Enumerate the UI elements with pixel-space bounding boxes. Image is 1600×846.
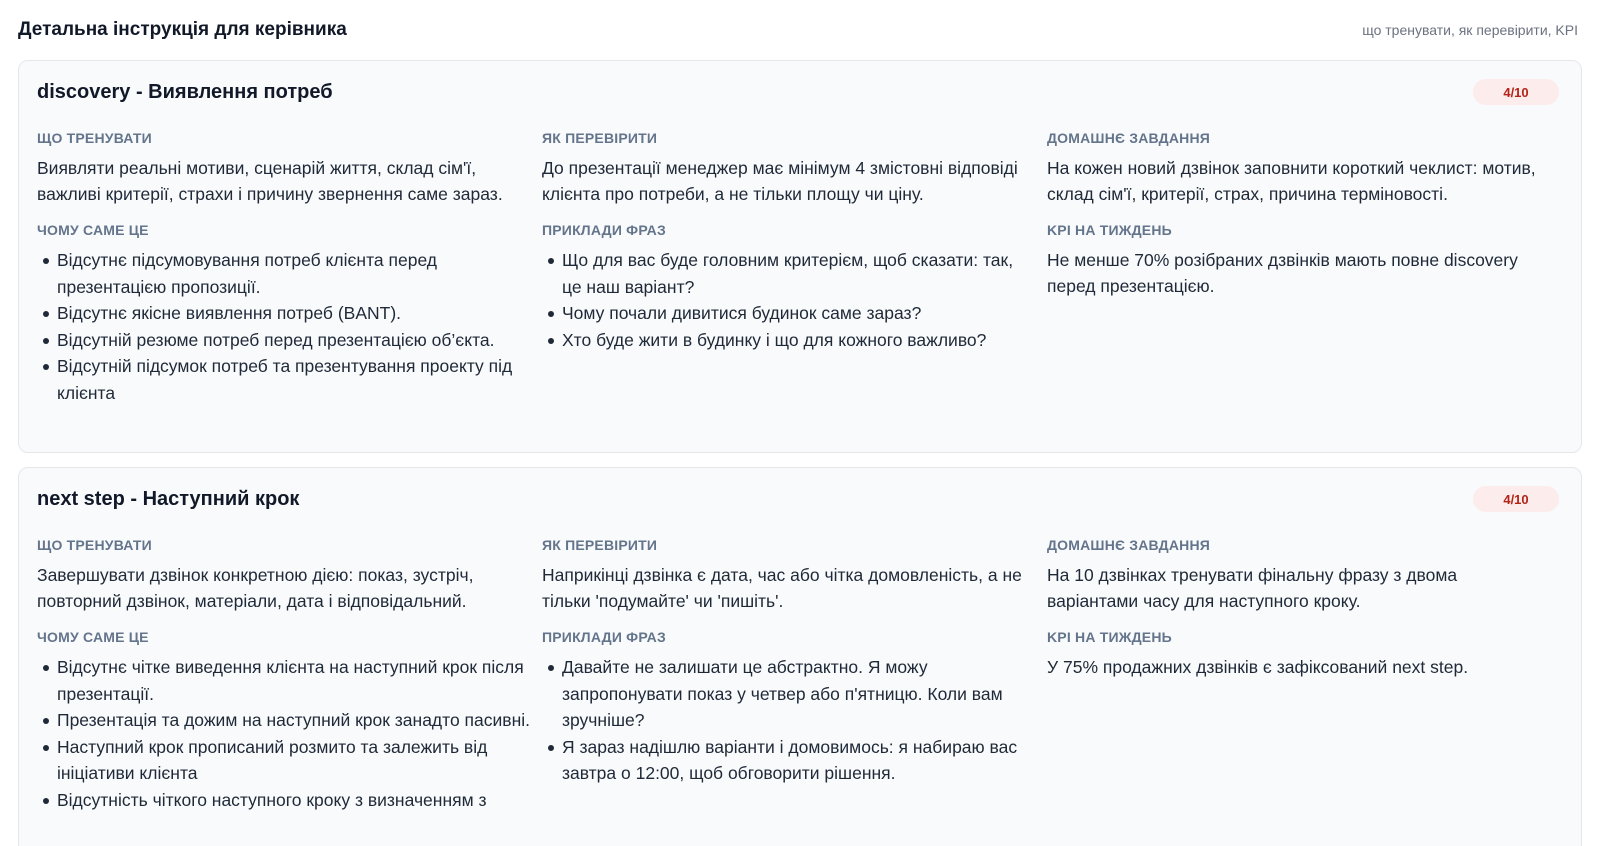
card-columns	[37, 129, 1563, 406]
score-badge: 4/10	[1473, 79, 1559, 105]
kpi-text: У 75% продажних дзвінків є зафіксований next step.	[1047, 657, 1469, 677]
card-title: discovery - Виявлення потреб	[37, 80, 333, 103]
list-item: Відсутнє якісне виявлення потреб (BANT).	[37, 300, 542, 327]
page-header	[18, 0, 1582, 60]
label-why: ЧОМУ САМЕ ЦЕ	[37, 222, 149, 238]
label-kpi: KPI НА ТИЖДЕНЬ	[1047, 629, 1172, 645]
column-check	[542, 129, 1047, 406]
card-header	[37, 79, 1563, 105]
phrases-list	[542, 654, 1047, 787]
list-item: Чому почали дивитися будинок саме зараз?	[542, 300, 1047, 327]
column-training	[37, 536, 542, 813]
why-list	[37, 247, 542, 406]
label-phrase-examples: ПРИКЛАДИ ФРАЗ	[542, 222, 666, 238]
label-what-to-train: ЩО ТРЕНУВАТИ	[37, 537, 152, 553]
skill-card-next-step	[18, 467, 1582, 846]
list-item: Давайте не залишати це абстрактно. Я можу запропонувати показ у четвер або п'ятницю. Коли вам зручніше?	[542, 654, 1047, 734]
list-item: Відсутній резюме потреб перед презентацією об’єкта.	[37, 327, 542, 354]
list-item: Хто буде жити в будинку і що для кожного важливо?	[542, 327, 1047, 354]
score-badge: 4/10	[1473, 486, 1559, 512]
list-item: Відсутнє підсумовування потреб клієнта перед презентацією пропозиції.	[37, 247, 542, 300]
list-item: Що для вас буде головним критерієм, щоб сказати: так, це наш варіант?	[542, 247, 1047, 300]
why-list	[37, 654, 542, 813]
column-homework	[1047, 129, 1552, 406]
card-header	[37, 486, 1563, 512]
homework-text: На 10 дзвінках тренувати фінальну фразу з двома варіантами часу для наступного кроку.	[1047, 565, 1458, 611]
how-to-check-text: До презентації менеджер має мінімум 4 змістовні відповіді клієнта про потреби, а не тільки площу чи ціну.	[542, 158, 1018, 204]
label-homework: ДОМАШНЄ ЗАВДАННЯ	[1047, 537, 1211, 553]
list-item: Відсутність чіткого наступного кроку з визначенням з	[37, 787, 542, 814]
label-how-to-check: ЯК ПЕРЕВІРИТИ	[542, 537, 658, 553]
list-item: Презентація та дожим на наступний крок занадто пасивні.	[37, 707, 542, 734]
page-subtitle: що тренувати, як перевірити, KPI	[1362, 22, 1578, 38]
list-item: Відсутнє чітке виведення клієнта на наступний крок після презентації.	[37, 654, 542, 707]
label-kpi: KPI НА ТИЖДЕНЬ	[1047, 222, 1172, 238]
card-title: next step - Наступний крок	[37, 487, 300, 510]
kpi-text: Не менше 70% розібраних дзвінків мають повне discovery перед презентацією.	[1047, 250, 1518, 296]
label-homework: ДОМАШНЄ ЗАВДАННЯ	[1047, 130, 1211, 146]
column-training	[37, 129, 542, 406]
label-phrase-examples: ПРИКЛАДИ ФРАЗ	[542, 629, 666, 645]
card-columns	[37, 536, 1563, 813]
what-to-train-text: Завершувати дзвінок конкретною дією: показ, зустріч, повторний дзвінок, матеріали, дата і відповідальний.	[37, 565, 474, 611]
phrases-list	[542, 247, 1047, 353]
column-homework	[1047, 536, 1552, 813]
column-check	[542, 536, 1047, 813]
label-what-to-train: ЩО ТРЕНУВАТИ	[37, 130, 152, 146]
list-item: Я зараз надішлю варіанти і домовимось: я набираю вас завтра о 12:00, щоб обговорити рішення.	[542, 734, 1047, 787]
label-how-to-check: ЯК ПЕРЕВІРИТИ	[542, 130, 658, 146]
skill-card-discovery	[18, 60, 1582, 453]
list-item: Наступний крок прописаний розмито та залежить від ініціативи клієнта	[37, 734, 542, 787]
label-why: ЧОМУ САМЕ ЦЕ	[37, 629, 149, 645]
page-title: Детальна інструкція для керівника	[18, 19, 347, 40]
homework-text: На кожен новий дзвінок заповнити короткий чеклист: мотив, склад сім'ї, критерії, страх, причина терміновості.	[1047, 158, 1536, 204]
how-to-check-text: Наприкінці дзвінка є дата, час або чітка домовленість, а не тільки 'подумайте' чи 'пишіть'.	[542, 565, 1022, 611]
list-item: Відсутній підсумок потреб та презентування проекту під клієнта	[37, 353, 542, 406]
what-to-train-text: Виявляти реальні мотиви, сценарій життя, склад сім'ї, важливі критерії, страхи і причину звернення саме зараз.	[37, 158, 503, 204]
